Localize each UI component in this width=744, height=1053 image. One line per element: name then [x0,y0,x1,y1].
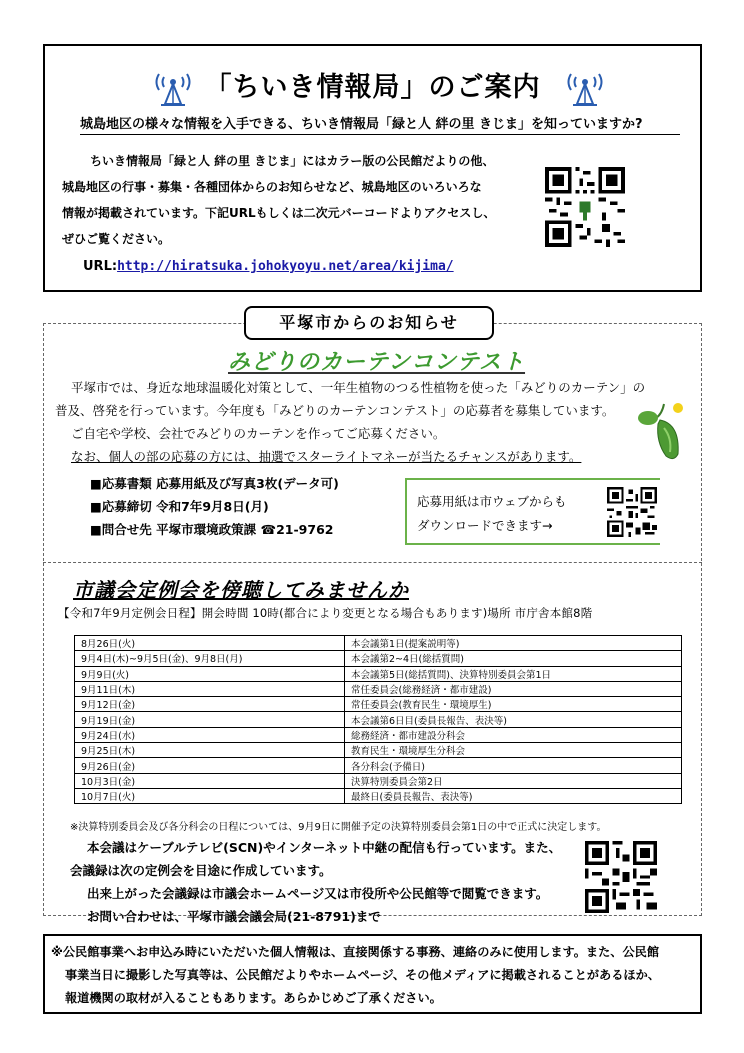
table-row [75,636,682,651]
info-contact: ■問合せ先 平塚市環境政策課 ☎21-9762 [90,522,334,537]
schedule-date: 9月4日(木)~9月5日(金)、9月8日(月) [75,651,345,666]
schedule-event: 各分科会(予備日) [345,758,682,773]
schedule-date: 9月9日(火) [75,666,345,681]
schedule-date: 8月26日(火) [75,636,345,651]
schedule-date: 9月12日(金) [75,697,345,712]
schedule-date: 10月7日(火) [75,788,345,803]
table-row [75,666,682,681]
url-line [83,259,454,274]
contest-body [55,376,671,468]
body-line: ご自宅や学校、会社でみどりのカーテンを作ってご応募ください。 [71,426,446,441]
body-line: 本会議はケーブルテレビ(SCN)やインターネット中継の配信も行っています。また、 [87,840,562,855]
schedule-event: 常任委員会(教育民生・環境厚生) [345,697,682,712]
qr-code-icon[interactable] [545,166,625,248]
schedule-event: 本会議第2~4日(総括質問) [345,651,682,666]
body-line: ぜひご覧ください。 [62,232,171,246]
body-line: お問い合わせは、平塚市議会議会局(21-8791)まで [87,909,381,924]
table-row [75,712,682,727]
body-line: 情報が掲載されています。下記URLもしくは二次元バーコードよりアクセスし、 [62,206,496,220]
body-line: 報道機関の取材が入ることもあります。あらかじめご了承ください。 [65,991,442,1005]
body-line: ※公民館事業へお申込み時にいただいた個人情報は、直接関係する事務、連絡のみに使用します。また、公民館 [51,945,660,959]
body-line: 会議録は次の定例会を目途に作成しています。 [70,863,332,878]
body-line: ちいき情報局「緑と人 絆の里 きじま」にはカラー版の公民館だよりの他、 [90,154,495,168]
council-body [70,836,561,928]
schedule-date: 9月19日(金) [75,712,345,727]
table-row [75,651,682,666]
privacy-body [51,941,696,1010]
schedule-event: 教育民生・環境厚生分科会 [345,743,682,758]
privacy-notice-box [43,934,702,1014]
body-line: 城島地区の行事・募集・各種団体からのお知らせなど、城島地区のいろいろな [62,180,482,194]
schedule-event: 決算特別委員会第2日 [345,773,682,788]
schedule-event: 総務経済・都市建設分科会 [345,727,682,742]
contest-info [90,472,339,541]
body-line: 出来上がった会議録は市議会ホームページ又は市役所や公民館等で閲覧できます。 [87,886,549,901]
table-row [75,743,682,758]
body-line: 事業当日に撮影した写真等は、公民館だよりやホームページ、その他メディアに掲載されることがあるほか、 [65,968,660,982]
kijima-info-box [43,44,702,292]
download-text [417,490,567,538]
download-line: 応募用紙は市ウェブからも [417,494,567,509]
schedule-event: 本会議第6日目(委員長報告、表決等) [345,712,682,727]
schedule-date: 9月24日(水) [75,727,345,742]
url-label: URL: [83,259,118,274]
table-row [75,788,682,803]
qr-code-icon[interactable] [607,486,657,538]
schedule-header: 【令和7年9月定例会日程】開会時間 10時(都合により変更となる場合もあります)場所 市庁舎本館8階 [58,606,593,620]
table-row [75,681,682,696]
info-subheading: 城島地区の様々な情報を入手できる、ちいき情報局「緑と人 絆の里 きじま」を知っていますか? [80,115,680,135]
table-row [75,697,682,712]
info-title: 「ちいき情報局」のご案内 [204,72,541,103]
kijima-url-link[interactable]: http://hiratsuka.johokyoyu.net/area/kijima/ [117,259,454,274]
schedule-note: ※決算特別委員会及び各分科会の日程については、9月9日に開催予定の決算特別委員会第1日の中で正式に決定します。 [70,822,607,833]
body-line: 普及、啓発を行っています。今年度も「みどりのカーテンコンテスト」の応募者を募集しています。 [55,403,615,418]
antenna-icon [563,64,607,108]
info-body [62,148,542,252]
body-line: なお、個人の部の応募の方には、抽選でスターライトマネーが当たるチャンスがあります。 [71,449,582,464]
contest-title: みどりのカーテンコンテスト [228,350,526,375]
table-row [75,758,682,773]
schedule-table [74,635,682,804]
city-notice-title: 平塚市からのお知らせ [244,306,494,340]
schedule-event: 本会議第1日(提案説明等) [345,636,682,651]
bitter-gourd-icon [634,400,690,464]
info-deadline: ■応募締切 令和7年9月8日(月) [90,499,269,514]
info-documents: ■応募書類 応募用紙及び写真3枚(データ可) [90,476,339,491]
schedule-date: 9月25日(木) [75,743,345,758]
qr-code-icon[interactable] [585,841,657,913]
schedule-date: 9月11日(木) [75,681,345,696]
body-line: 平塚市では、身近な地球温暖化対策として、一年生植物のつる性植物を使った「みどりのカーテン」の [71,380,646,395]
download-line: ダウンロードできます→ [417,518,553,533]
download-box [405,478,660,545]
schedule-event: 常任委員会(総務経済・都市建設) [345,681,682,696]
schedule-date: 10月3日(金) [75,773,345,788]
section-divider [43,562,702,563]
table-row [75,773,682,788]
schedule-event: 本会議第5日(総括質問)、決算特別委員会第1日 [345,666,682,681]
schedule-date: 9月26日(金) [75,758,345,773]
schedule-event: 最終日(委員長報告、表決等) [345,788,682,803]
council-title: 市議会定例会を傍聴してみませんか [73,578,409,602]
table-row [75,727,682,742]
